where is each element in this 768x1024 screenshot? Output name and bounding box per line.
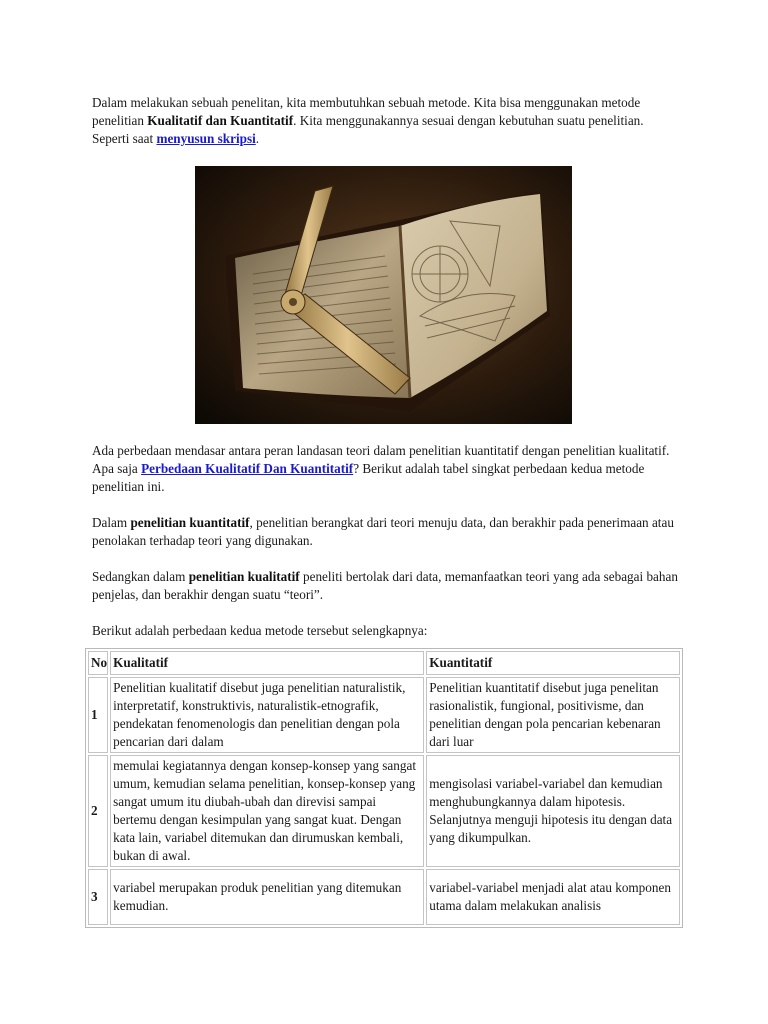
comparison-table xyxy=(85,648,683,928)
table-row xyxy=(88,755,680,867)
table-header-row xyxy=(88,651,680,675)
document-page xyxy=(92,94,692,640)
row-number: 2 xyxy=(88,755,108,867)
paragraph-text: Dalam xyxy=(92,515,131,530)
paragraph-kuantitatif xyxy=(92,514,692,550)
intro-period: . xyxy=(255,131,260,146)
paragraph-text-continued: peneliti bertolak dari data, memanfaatkan teori yang ada sebagai bahan penjelas, dan berakhir dengan suatu “teori”. xyxy=(92,569,678,602)
cell-kualitatif: memulai kegiatannya dengan konsep-konsep yang sangat umum, kemudian selama penelitian, konsep-konsep yang sangat umum itu diubah-ubah dan direvisi sampai bertemu dengan kesimpulan yang sangat kuat. Dengan kata lain, variabel ditemukan dan dirumuskan kembali, bukan di awal. xyxy=(110,755,424,867)
header-kualitatif: Kualitatif xyxy=(110,651,424,675)
intro-text: Dalam melakukan sebuah penelitan, kita membutuhkan sebuah metode. Kita bisa menggunakan metode penelitian xyxy=(92,95,641,128)
bold-term-kualitatif: penelitian kualitatif xyxy=(188,569,300,584)
bold-term-kualitatif-kuantitatif: Kualitatif dan Kuantitatif xyxy=(147,113,294,128)
row-number: 1 xyxy=(88,677,108,753)
paragraph-kualitatif xyxy=(92,568,692,604)
row-number: 3 xyxy=(88,869,108,925)
paragraph-landasan-teori xyxy=(92,442,692,496)
paragraph-text-continued: ? Berikut adalah tabel singkat perbedaan kedua metode penelitian ini. xyxy=(92,461,645,494)
header-kuantitatif: Kuantitatif xyxy=(426,651,680,675)
cell-kualitatif: Penelitian kualitatif disebut juga penelitian naturalistik, interpretatif, konstruktivis, naturalistik-etnografik, pendekatan fenomenologis dan penelitian dengan pola pencarian dari dalam xyxy=(110,677,424,753)
table-row xyxy=(88,869,680,925)
paragraph-table-intro: Berikut adalah perbedaan kedua metode tersebut selengkapnya: xyxy=(92,623,428,638)
link-menyusun-skripsi[interactable]: menyusun skripsi xyxy=(156,131,256,146)
cell-kuantitatif: variabel-variabel menjadi alat atau komponen utama dalam melakukan analisis xyxy=(426,869,680,925)
paragraph-text-continued: , penelitian berangkat dari teori menuju data, dan berakhir pada penerimaan atau penolakan terhadap teori yang digunakan. xyxy=(92,515,674,548)
paragraph-text: Sedangkan dalam xyxy=(92,569,189,584)
bold-term-kuantitatif: penelitian kuantitatif xyxy=(130,515,250,530)
book-photo xyxy=(195,166,572,424)
cell-kualitatif: variabel merupakan produk penelitian yang ditemukan kemudian. xyxy=(110,869,424,925)
paragraph-text: Ada perbedaan mendasar antara peran landasan teori dalam penelitian kuantitatif dengan penelitian kualitatif. Apa saja xyxy=(92,443,670,476)
intro-paragraph xyxy=(92,94,682,148)
link-perbedaan-kualitatif-kuantitatif[interactable]: Perbedaan Kualitatif Dan Kuantitatif xyxy=(141,461,354,476)
cell-kuantitatif: mengisolasi variabel-variabel dan kemudian menghubungkannya dalam hipotesis. Selanjutnya menguji hipotesis itu dengan data yang dikumpulkan. xyxy=(426,755,680,867)
table-row xyxy=(88,677,680,753)
header-no: No xyxy=(88,651,108,675)
cell-kuantitatif: Penelitian kuantitatif disebut juga penelitan rasionalistik, fungional, positivisme, dan penelitian dengan pola pencarian kebenaran dari luar xyxy=(426,677,680,753)
intro-text-continued: . Kita menggunakannya sesuai dengan kebutuhan suatu penelitian. Seperti saat xyxy=(92,113,644,146)
